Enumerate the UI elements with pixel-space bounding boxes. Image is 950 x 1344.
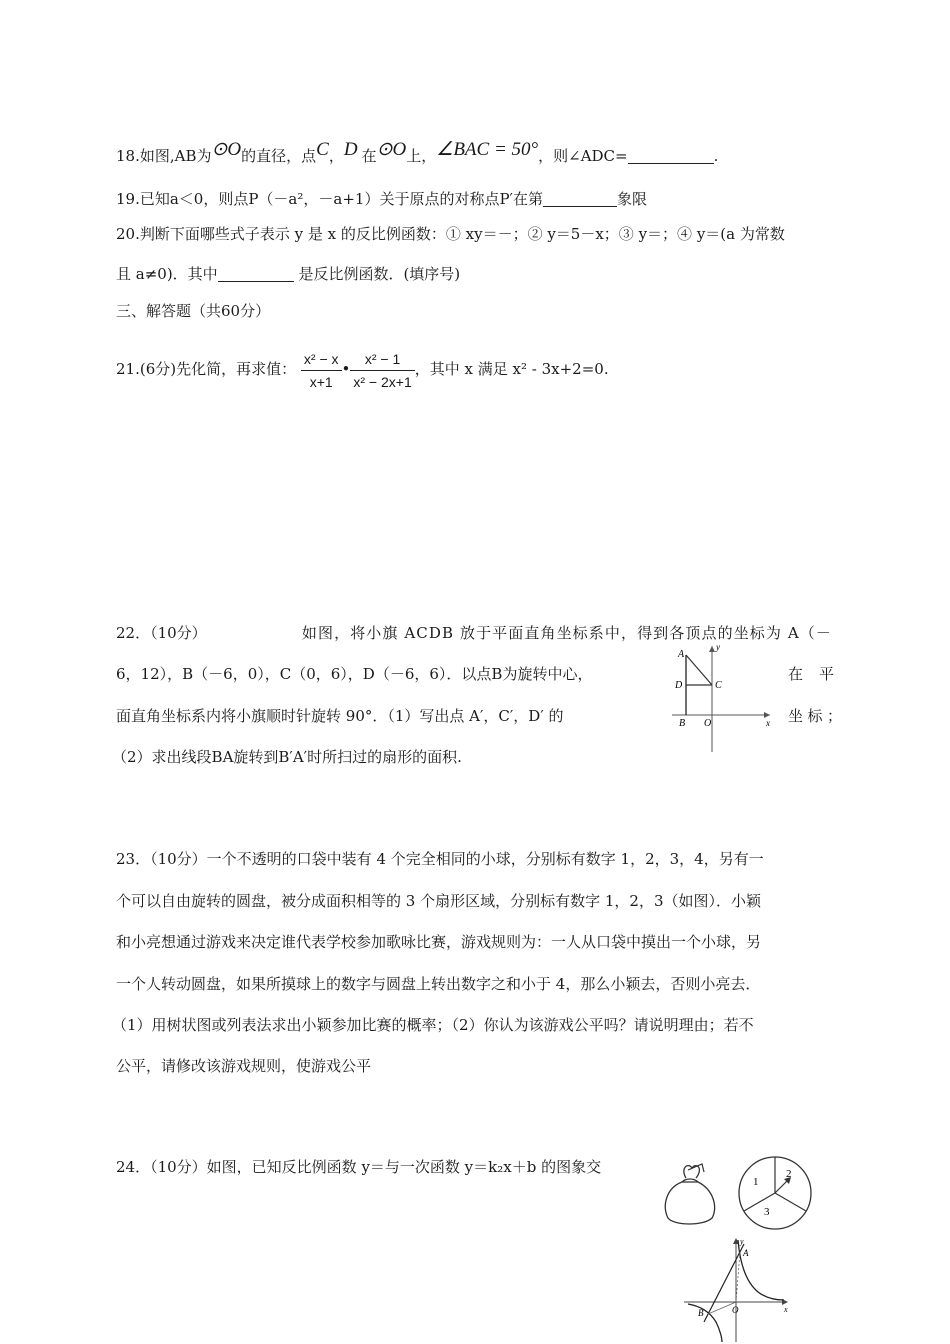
q22-label-a: A xyxy=(678,649,685,660)
bag-tie xyxy=(684,1166,700,1178)
q23-text-line1: 23．（10分）一个不透明的口袋中装有 4 个完全相同的小球，分别标有数字 1，2，3，4，另有一 xyxy=(116,850,764,868)
q22-word-zai: 在 xyxy=(788,665,804,683)
q19-line xyxy=(116,189,647,209)
q23-line4 xyxy=(116,974,760,994)
q21-fraction-1-denominator: x+1 xyxy=(309,373,333,390)
q22-line2-right xyxy=(788,664,834,684)
q23-line5 xyxy=(112,1015,754,1035)
q19-answer-blank[interactable] xyxy=(543,190,617,207)
q24-graph-figure xyxy=(684,1234,794,1344)
q18-circle-o-2: ⊙O xyxy=(376,139,407,160)
q24-line1 xyxy=(116,1157,601,1177)
q18-mid4: ，则∠ADC= xyxy=(538,147,628,165)
q18-angle: ∠BAC = 50° xyxy=(436,139,539,160)
section-3-title: 三、解答题（共60分） xyxy=(116,302,271,320)
q21-fraction-2-numerator: x² − 1 xyxy=(350,350,414,371)
q18-mid3: 上， xyxy=(406,147,437,165)
q19-end: 象限 xyxy=(616,190,647,208)
q24-label-b: B xyxy=(698,1308,704,1318)
q24-label-y: y xyxy=(740,1237,744,1246)
spinner-label-1: 1 xyxy=(753,1176,759,1188)
q23-text-line2: 个可以自由旋转的圆盘，被分成面积相等的 3 个扇形区域，分别标有数字 1，2，3（如图）．小颖 xyxy=(116,892,761,910)
q20-text-line2a: 且 a≠0)．其中 xyxy=(116,265,218,283)
q18-answer-blank[interactable] xyxy=(628,147,714,164)
q21-fraction-2-denominator: x² − 2x+1 xyxy=(353,373,412,390)
q24-label-x: x xyxy=(784,1305,788,1314)
bag-figure xyxy=(660,1158,722,1228)
q24-text-line1: 24．（10分）如图，已知反比例函数 y＝与一次函数 y＝k₂x＋b 的图象交 xyxy=(116,1158,602,1176)
q22-word-biao: 标 xyxy=(807,707,823,725)
q22-label: 22．（10分） xyxy=(116,624,207,642)
q23-line2 xyxy=(116,891,761,911)
q23-text-line3: 和小亮想通过游戏来决定谁代表学校参加歌咏比赛，游戏规则为：一人从口袋中摸出一个小球，另 xyxy=(116,933,762,951)
q20-line2 xyxy=(116,264,460,284)
q22-word-zuo: 坐 xyxy=(788,707,804,725)
q22-line2 xyxy=(116,664,592,684)
q18-line xyxy=(116,140,718,166)
q22-line3 xyxy=(116,706,564,726)
q22-label-b: B xyxy=(679,718,686,729)
spinner-divider-right xyxy=(775,1193,806,1211)
q23-line6 xyxy=(116,1056,371,1076)
q20-text-line2b: 是反比例函数．(填序号) xyxy=(293,265,461,283)
q23-text-line4: 一个人转动圆盘，如果所摸球上的数字与圆盘上转出数字之和小于 4，那么小颖去，否则小亮去． xyxy=(116,975,761,993)
q22-text-line4: （2）求出线段BA旋转到B′A′时所扫过的扇形的面积. xyxy=(112,748,462,766)
q21-operator: • xyxy=(341,360,351,378)
q18-end: . xyxy=(713,147,719,165)
q21-fraction-1 xyxy=(301,350,342,391)
q23-text-line6: 公平，请修改该游戏规则，使游戏公平 xyxy=(116,1057,372,1075)
q22-line4 xyxy=(112,747,462,767)
spinner-label-3: 3 xyxy=(764,1206,770,1218)
q20-answer-blank[interactable] xyxy=(218,265,294,282)
q23-text-line5: （1）用树状图或列表法求出小颖参加比赛的概率；（2）你认为该游戏公平吗？请说明理由；若不 xyxy=(112,1016,754,1034)
q20-line1 xyxy=(116,224,785,244)
q22-label-x: x xyxy=(766,718,770,728)
spinner-label-2: 2 xyxy=(786,1168,792,1180)
q18-circle-o: ⊙O xyxy=(211,139,242,160)
spinner-divider-left xyxy=(744,1193,775,1211)
q21-prefix: 21.(6分)先化简，再求值： xyxy=(116,360,297,378)
q22-text-line1: 如图，将小旗 ACDB 放于平面直角坐标系中，得到各顶点的坐标为 A（－ xyxy=(301,624,832,642)
q21-fraction-1-numerator: x² − x xyxy=(301,350,342,371)
q22-flag-figure xyxy=(668,640,778,755)
q19-text: 19.已知a＜0，则点P（－a²，－a+1）关于原点的对称点P′在第 xyxy=(116,190,543,208)
q21-fraction-2 xyxy=(350,350,414,391)
q24-hyperbola-lower xyxy=(688,1304,722,1342)
q22-flag-edge-ac xyxy=(686,655,712,685)
q22-semicolon: ； xyxy=(826,707,842,725)
q21-suffix: ，其中 x 满足 x² - 3x+2=0. xyxy=(414,360,609,378)
q22-label-d: D xyxy=(675,680,683,691)
q22-line3-right xyxy=(788,706,842,726)
q21-line xyxy=(116,341,609,397)
spinner-figure xyxy=(735,1153,815,1233)
q22-label-c: C xyxy=(715,680,722,691)
q23-line3 xyxy=(116,932,761,952)
q22-word-ping: 平 xyxy=(818,665,834,683)
q24-label-a: A xyxy=(743,1248,749,1258)
q18-prefix: 18.如图,AB为 xyxy=(116,147,212,165)
q22-text-line3: 面直角坐标系内将小旗顺时针旋转 90°．（1）写出点 A′，C′，D′ 的 xyxy=(116,707,564,725)
q18-point-c: C xyxy=(316,139,329,160)
section-3-heading xyxy=(116,301,270,321)
q23-line1 xyxy=(116,849,764,869)
q18-mid2: 在 xyxy=(361,147,377,165)
q22-label-o: O xyxy=(704,718,712,729)
q18-comma: ， xyxy=(328,147,344,165)
q22-text-line2: 6，12），B（－6，0），C（0，6），D（－6，6）．以点B为旋转中心， xyxy=(116,665,593,683)
q18-point-d: D xyxy=(343,139,358,160)
q22-y-arrow xyxy=(709,646,715,652)
bag-body xyxy=(665,1182,714,1224)
q20-text-line1: 20.判断下面哪些式子表示 y 是 x 的反比例函数：① xy＝－；② y＝5－x；③ y＝；④ y＝(a 为常数 xyxy=(116,225,785,243)
q18-mid1: 的直径，点 xyxy=(241,147,317,165)
q22-label-y: y xyxy=(716,642,720,652)
q24-label-o: O xyxy=(732,1305,739,1315)
